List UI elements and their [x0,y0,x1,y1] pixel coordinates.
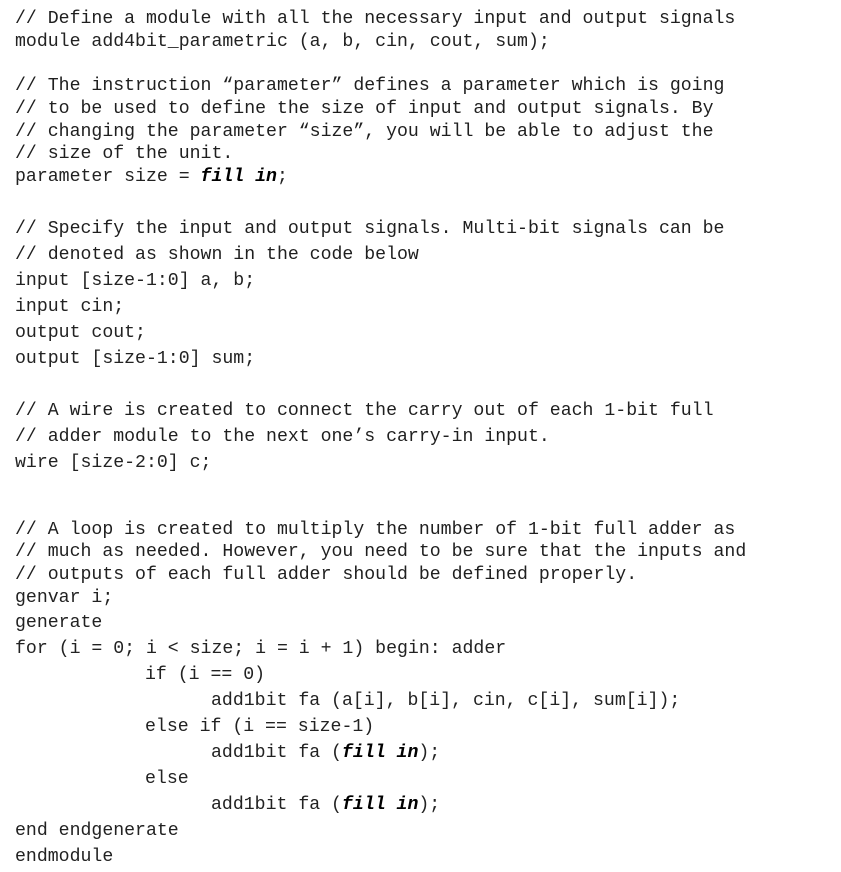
code-line-13: output [size-1:0] sum; [15,349,256,369]
code-line-27: else [145,769,189,789]
code-line-8: // Specify the input and output signals. Multi-bit signals can be [15,219,725,239]
code-line-17: // A loop is created to multiply the number of 1-bit full adder as [15,520,736,540]
code-line-18: // much as needed. However, you need to be sure that the inputs and [15,542,747,562]
code-line-1: // Define a module with all the necessary input and output signals [15,9,736,29]
code-line-5: // changing the parameter “size”, you will be able to adjust the [15,122,714,142]
code-line-21: generate [15,613,103,633]
code-line-9: // denoted as shown in the code below [15,245,419,265]
code-line-22: for (i = 0; i < size; i = i + 1) begin: adder [15,639,507,659]
code-line-6: // size of the unit. [15,144,234,164]
code-line-15: // adder module to the next one’s carry-in input. [15,427,550,447]
code-text: ); [418,743,441,763]
code-line-7 [15,165,288,189]
code-line-28 [211,793,440,817]
code-line-12: output cout; [15,323,146,343]
code-line-11: input cin; [15,297,125,317]
code-line-16: wire [size-2:0] c; [15,453,212,473]
code-text: parameter size = [15,167,201,187]
code-text: ; [276,167,288,187]
code-line-29: end endgenerate [15,821,179,841]
code-line-10: input [size-1:0] a, b; [15,271,256,291]
code-text: add1bit fa ( [211,743,342,763]
fill-in-placeholder: fill in [200,167,277,187]
code-line-14: // A wire is created to connect the carry out of each 1-bit full [15,401,714,421]
code-text: ); [418,795,441,815]
code-text: add1bit fa ( [211,795,342,815]
code-line-19: // outputs of each full adder should be defined properly. [15,565,638,585]
code-line-24: add1bit fa (a[i], b[i], cin, c[i], sum[i]); [211,691,681,711]
code-line-2: module add4bit_parametric (a, b, cin, cout, sum); [15,32,550,52]
fill-in-placeholder: fill in [341,743,419,763]
code-line-25: else if (i == size-1) [145,717,375,737]
code-line-4: // to be used to define the size of input and output signals. By [15,99,714,119]
fill-in-placeholder: fill in [341,795,419,815]
code-line-30: endmodule [15,847,114,867]
code-line-20: genvar i; [15,588,114,608]
code-line-26 [211,741,440,765]
code-listing [15,0,835,867]
code-line-3: // The instruction “parameter” defines a parameter which is going [15,76,725,96]
code-line-23: if (i == 0) [145,665,266,685]
